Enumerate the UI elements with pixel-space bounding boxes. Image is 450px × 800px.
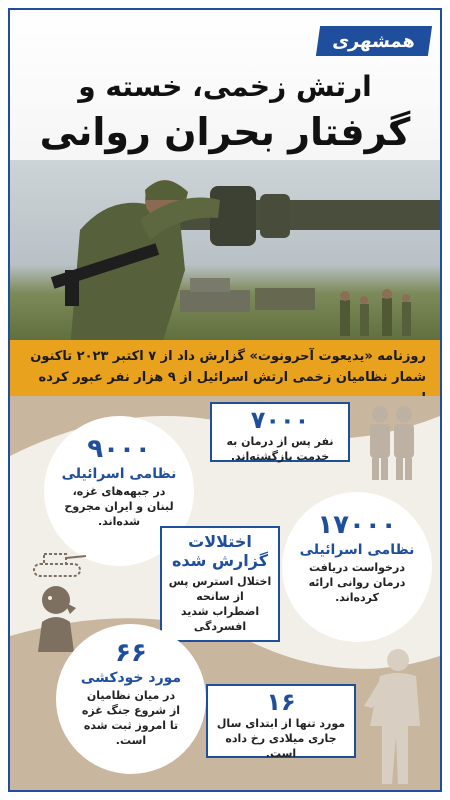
- person-icon: [360, 646, 430, 790]
- title-line-1: ارتش زخمی، خسته و: [78, 70, 372, 103]
- soldier-photo: [10, 160, 440, 350]
- infographic-frame: [8, 8, 442, 792]
- wounded-text: در جبهه‌های غزه، لبنان و ایران مجروح شده‌اند.: [64, 485, 174, 528]
- stats-area: [10, 396, 440, 792]
- suicides-this-year-callout: [206, 684, 356, 758]
- disorders-title-1: اختلالات: [162, 532, 278, 551]
- suicides-label: مورد خودکشی: [80, 670, 182, 686]
- intro-caption: روزنامه «یدیعوت آحرونوت» گزارش داد از ۷ اکتبر ۲۰۲۳ تاکنون شمار نظامیان زخمی ارتش اسرائیل از ۹ هزار نفر عبور کرده: [10, 340, 440, 396]
- disorders-title-2: گزارش شده: [171, 551, 269, 570]
- soldier-illustration: [10, 160, 440, 350]
- returned-number: ۷۰۰۰: [250, 406, 310, 434]
- header: [10, 10, 440, 180]
- logo-text: همشهری: [331, 30, 417, 52]
- title-line-2: گرفتار بحران روانی: [39, 110, 411, 154]
- suicides-this-year-number: ۱۶: [266, 688, 296, 716]
- suicides-this-year-text: مورد تنها از ابتدای سال جاری میلادی رخ داده است.: [216, 717, 346, 760]
- two-soldiers-icon: [362, 402, 422, 486]
- treatment-label: نظامی اسرائیلی: [299, 542, 415, 558]
- disorder-item: افسردگی: [193, 620, 247, 633]
- returned-callout: [210, 402, 350, 462]
- wounded-label: نظامی اسرائیلی: [61, 466, 177, 482]
- suicides-number: ۶۶: [115, 638, 147, 668]
- treatment-bubble: [282, 492, 432, 642]
- wounded-number: ۹۰۰۰: [87, 434, 151, 464]
- suicides-bubble: [56, 624, 206, 774]
- treatment-number: ۱۷۰۰۰: [317, 510, 397, 540]
- disorders-callout: [160, 526, 280, 642]
- disorder-item: اضطراب شدید: [180, 605, 260, 618]
- returned-text: نفر پس از درمان به خدمت بازگشته‌اند.: [226, 435, 334, 463]
- treatment-text: درخواست دریافت درمان روانی ارائه کرده‌اند.: [308, 561, 406, 604]
- disorder-item: اختلال استرس پس از سانحه: [168, 575, 272, 603]
- suicides-text: در میان نظامیان از شروع جنگ غزه تا امروز ثبت شده است.: [81, 689, 181, 747]
- tank-icon: [28, 546, 88, 586]
- hamshahri-logo: [316, 26, 432, 56]
